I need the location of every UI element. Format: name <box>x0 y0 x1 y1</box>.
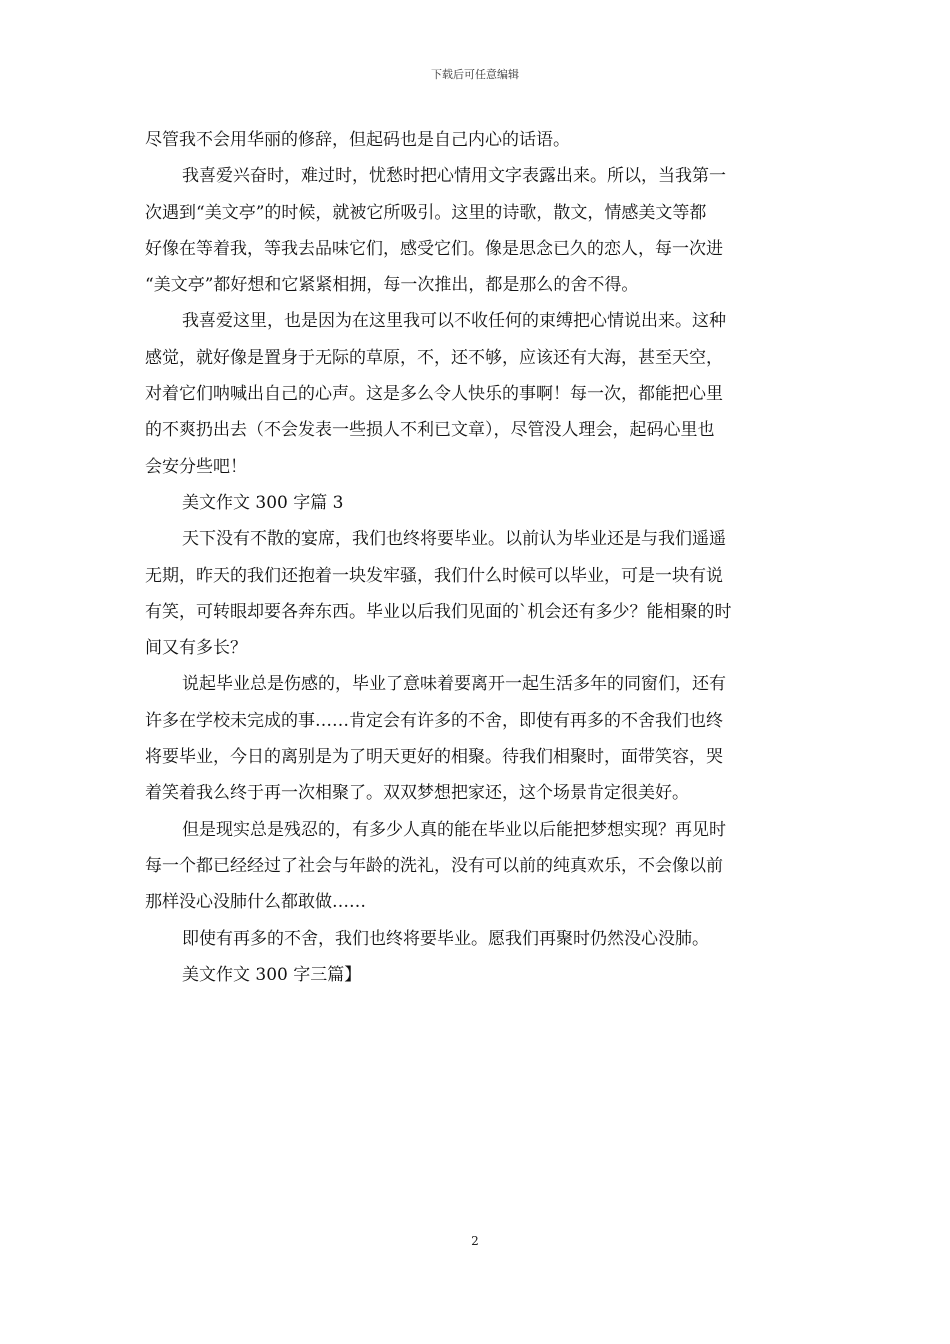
text-line: 我喜爱兴奋时，难过时，忧愁时把心情用文字表露出来。所以，当我第一 <box>182 166 726 187</box>
text-line: 每一个都已经经过了社会与年龄的洗礼，没有可以前的纯真欢乐，不会像以前 <box>145 855 723 876</box>
page-header: 下载后可任意编辑 <box>431 68 519 81</box>
text-line: 间又有多长？ <box>145 638 247 659</box>
text-line: 次遇到“美文亭”的时候，就被它所吸引。这里的诗歌，散文，情感美文等都 <box>145 202 707 223</box>
text-line: 那样没心没肺什么都敢做…… <box>145 892 366 913</box>
text-line: 我喜爱这里，也是因为在这里我可以不收任何的束缚把心情说出来。这种 <box>182 311 726 332</box>
text-line: 好像在等着我，等我去品味它们，感受它们。像是思念已久的恋人，每一次进 <box>145 238 723 259</box>
text-line: 会安分些吧！ <box>145 456 247 477</box>
text-line: 的不爽扔出去（不会发表一些损人不利已文章），尽管没人理会，起码心里也 <box>145 420 715 441</box>
text-line: 美文作文 300 字三篇】 <box>182 964 362 985</box>
text-line: 无期，昨天的我们还抱着一块发牢骚，我们什么时候可以毕业，可是一块有说 <box>145 565 723 586</box>
text-line: 尽管我不会用华丽的修辞，但起码也是自己内心的话语。 <box>145 130 570 150</box>
text-line: 有笑，可转眼却要各奔东西。毕业以后我们见面的`机会还有多少？能相聚的时 <box>145 601 732 622</box>
text-line: 美文作文 300 字篇 3 <box>182 492 344 513</box>
text-line: “美文亭”都好想和它紧紧相拥，每一次推出，都是那么的舍不得。 <box>145 275 639 296</box>
text-line: 许多在学校未完成的事……肯定会有许多的不舍，即使有再多的不舍我们也终 <box>145 710 723 731</box>
text-line: 对着它们呐喊出自己的心声。这是多么令人快乐的事啊！每一次，都能把心里 <box>145 384 723 405</box>
text-line: 着笑着我么终于再一次相聚了。双双梦想把家还，这个场景肯定很美好。 <box>145 783 689 804</box>
page-number: 2 <box>471 1234 479 1248</box>
text-line: 将要毕业，今日的离别是为了明天更好的相聚。待我们相聚时，面带笑容，哭 <box>145 747 723 768</box>
document-body <box>145 122 810 993</box>
text-line: 感觉，就好像是置身于无际的草原，不，还不够，应该还有大海，甚至天空， <box>145 347 723 368</box>
text-line: 天下没有不散的宴席，我们也终将要毕业。以前认为毕业还是与我们遥遥 <box>182 529 726 550</box>
text-line: 说起毕业总是伤感的，毕业了意味着要离开一起生活多年的同窗们，还有 <box>182 674 726 695</box>
text-line: 即使有再多的不舍，我们也终将要毕业。愿我们再聚时仍然没心没肺。 <box>182 928 709 949</box>
text-line: 但是现实总是残忍的，有多少人真的能在毕业以后能把梦想实现？再见时 <box>182 819 726 840</box>
